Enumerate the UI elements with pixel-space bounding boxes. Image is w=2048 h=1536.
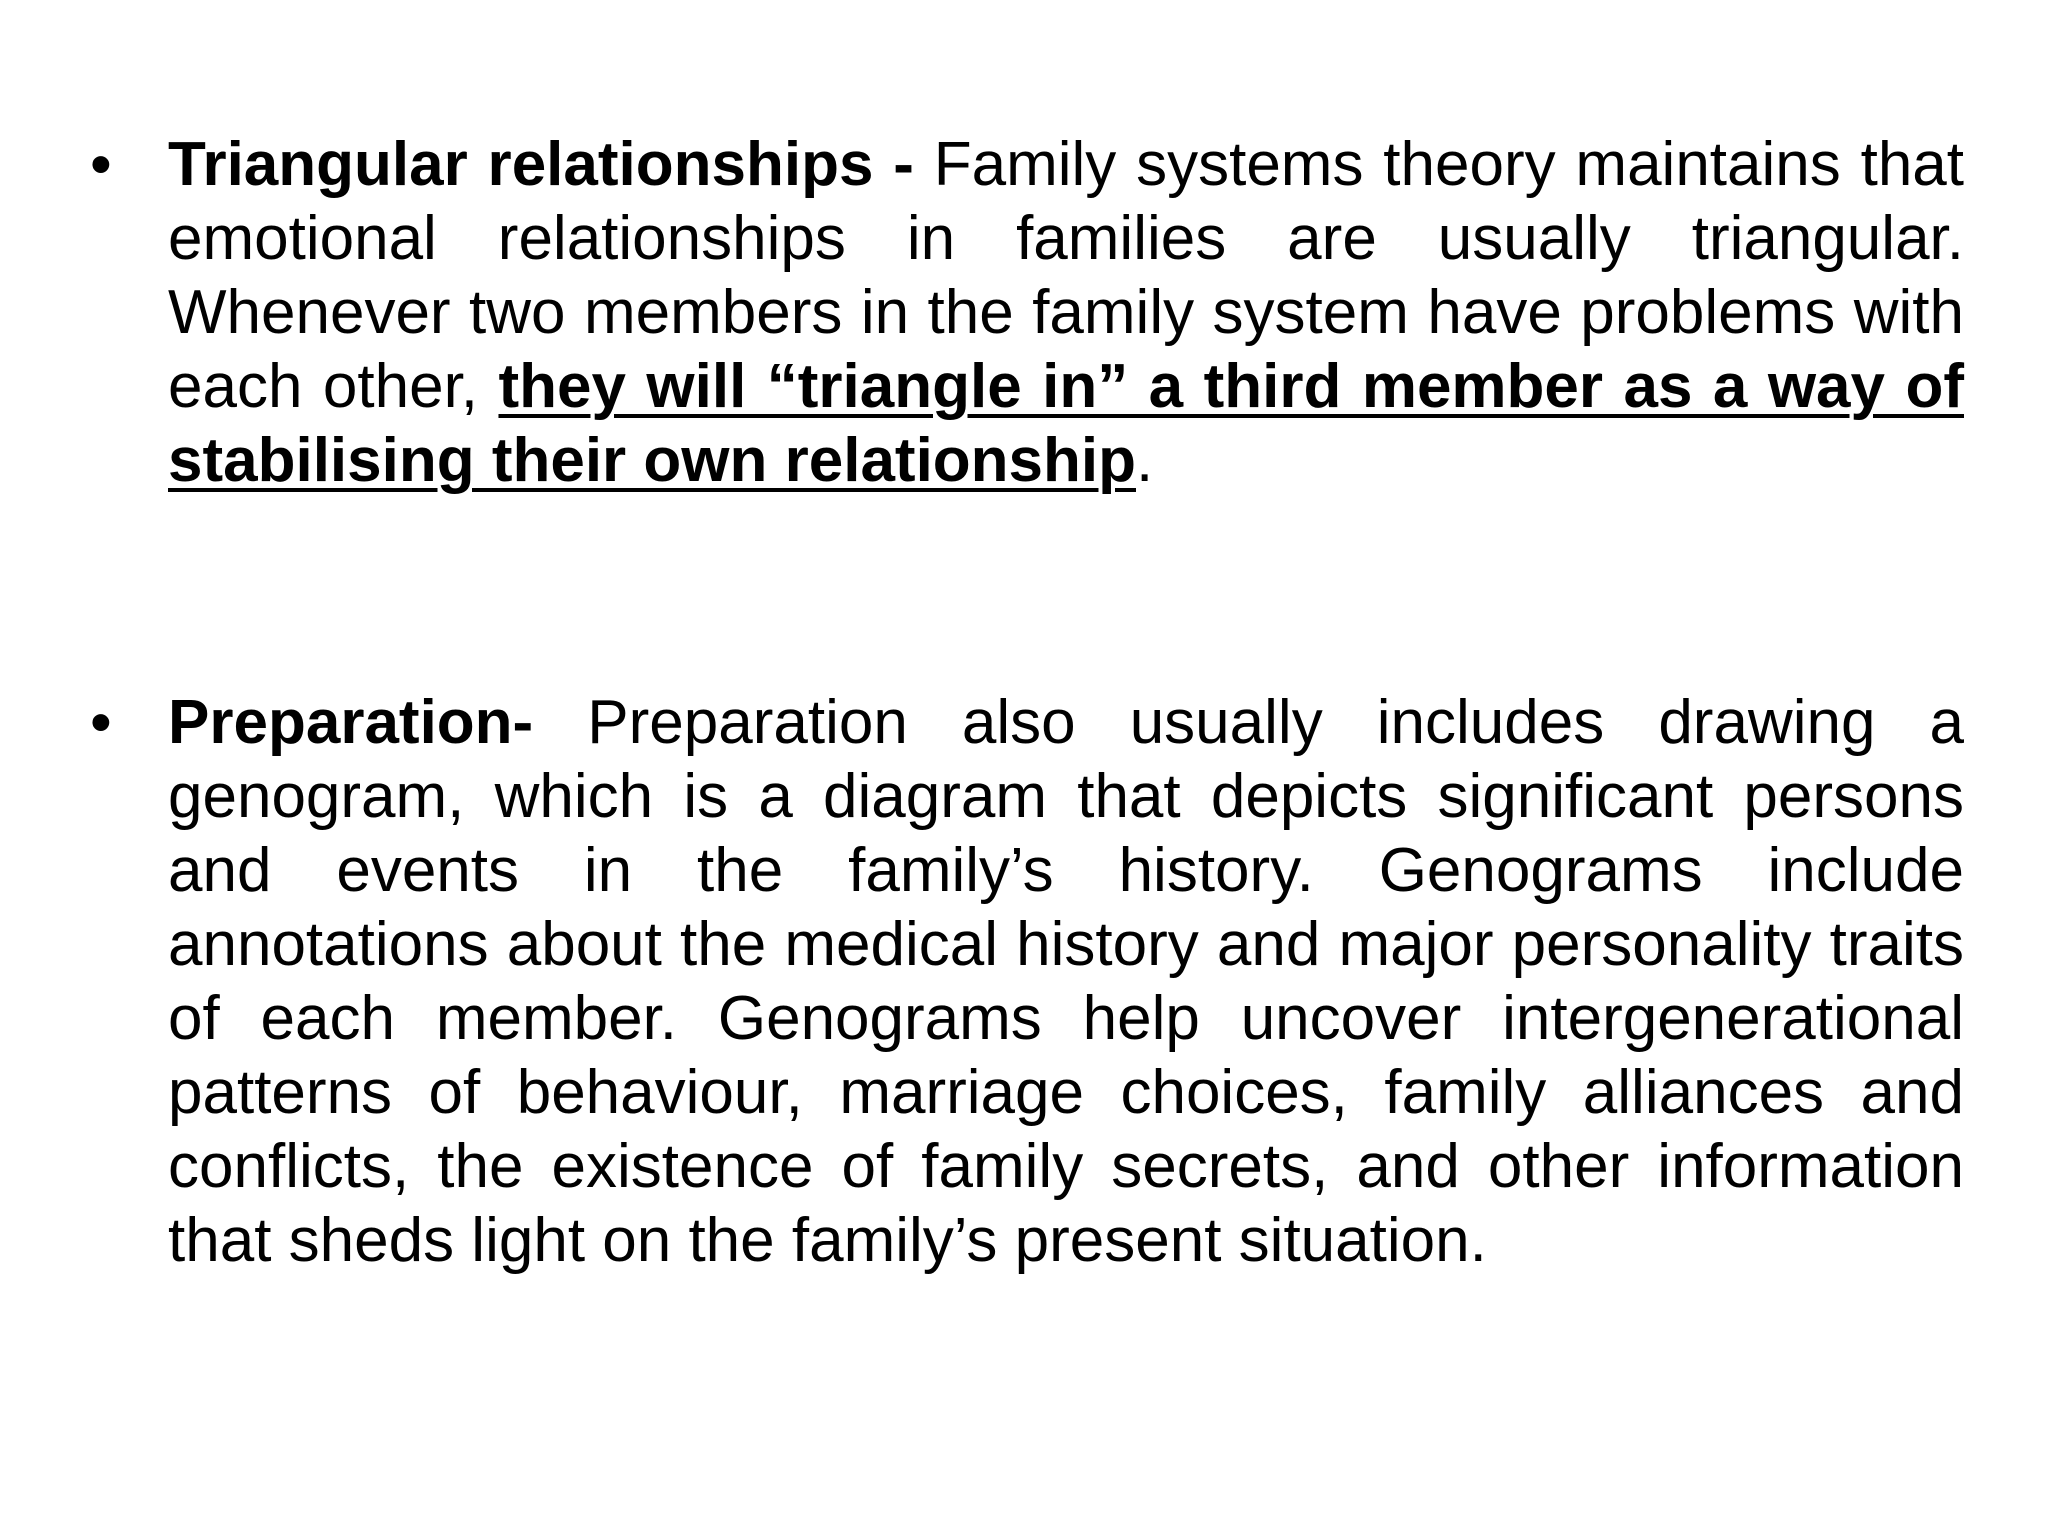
bullet-preparation (90, 686, 1964, 1278)
bullet-text-end: . (1136, 426, 1154, 495)
bullet-term: Triangular relationships - (168, 130, 914, 199)
bullet-emphasis: they will “triangle in” a third member as a way of stabilising their own relationship (168, 352, 1964, 495)
bullet-triangular-relationships (90, 128, 1965, 498)
bullet-text: Preparation also usually includes drawing a genogram, which is a diagram that depicts significant persons and events in the family’s history. Genograms include annotations about the medical history and major personality traits of each member. Genograms help uncover intergenerational patterns of behaviour, marriage choices, family alliances and conflicts, the existence of family secrets, and other information that sheds light on the family’s present situation. (168, 688, 1964, 1275)
bullet-term: Preparation- (168, 688, 534, 757)
bullet-icon: • (90, 130, 112, 199)
bullet-text: Family systems theory maintains that emotional relationships in families are usually triangular. Whenever two members in the family system have problems with each other, (168, 130, 1965, 421)
bullet-icon: • (90, 688, 112, 757)
